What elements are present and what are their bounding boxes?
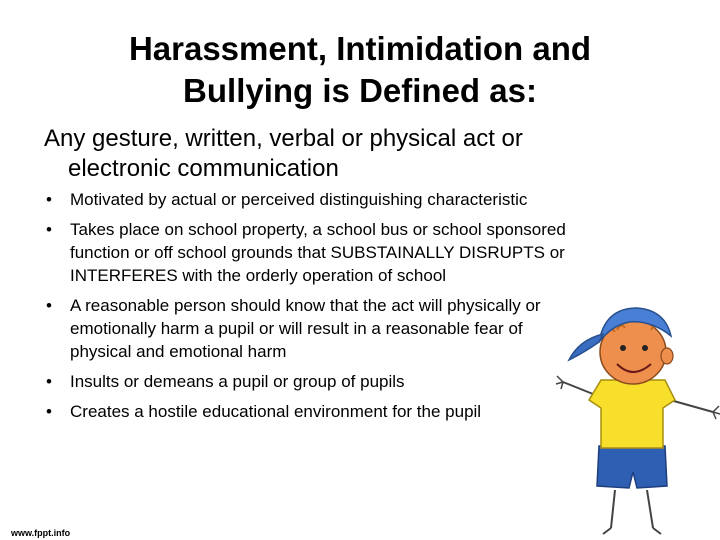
bullet-dot: •: [46, 402, 52, 421]
bullet-text: A reasonable person should know that the act will physically or emotionally harm a pupil or will result in a reasonable fear of physical and emotional harm: [70, 296, 541, 361]
lead-text: Any gesture, written, verbal or physical act or electronic communication: [44, 125, 523, 182]
bullet-text: Insults or demeans a pupil or group of pupils: [70, 372, 405, 391]
bullet-item: [44, 370, 574, 393]
bullet-dot: •: [46, 220, 52, 239]
title-line-2: Bullying is Defined as:: [183, 72, 537, 109]
footer-website: www.fppt.info: [11, 528, 71, 538]
bullet-list: [44, 188, 574, 430]
title-line-1: Harassment, Intimidation and: [128, 30, 592, 67]
bullet-dot: •: [46, 190, 52, 209]
slide-title: [60, 28, 660, 112]
bullet-item: [44, 400, 574, 423]
bullet-text: Creates a hostile educational environment for the pupil: [70, 402, 482, 421]
bullet-dot: •: [46, 372, 52, 391]
bullet-text: Motivated by actual or perceived distinguishing characteristic: [70, 190, 528, 209]
child-drawing-icon: [555, 290, 720, 540]
bullet-dot: •: [46, 296, 52, 315]
bullet-text: Takes place on school property, a school bus or school sponsored function or off school grounds that SUBSTAINALLY DISRUPTS or INTERFERES with the orderly operation of school: [70, 220, 566, 285]
bullet-item: [44, 188, 574, 211]
bullet-item: [44, 294, 574, 363]
bullet-item: [44, 218, 574, 287]
